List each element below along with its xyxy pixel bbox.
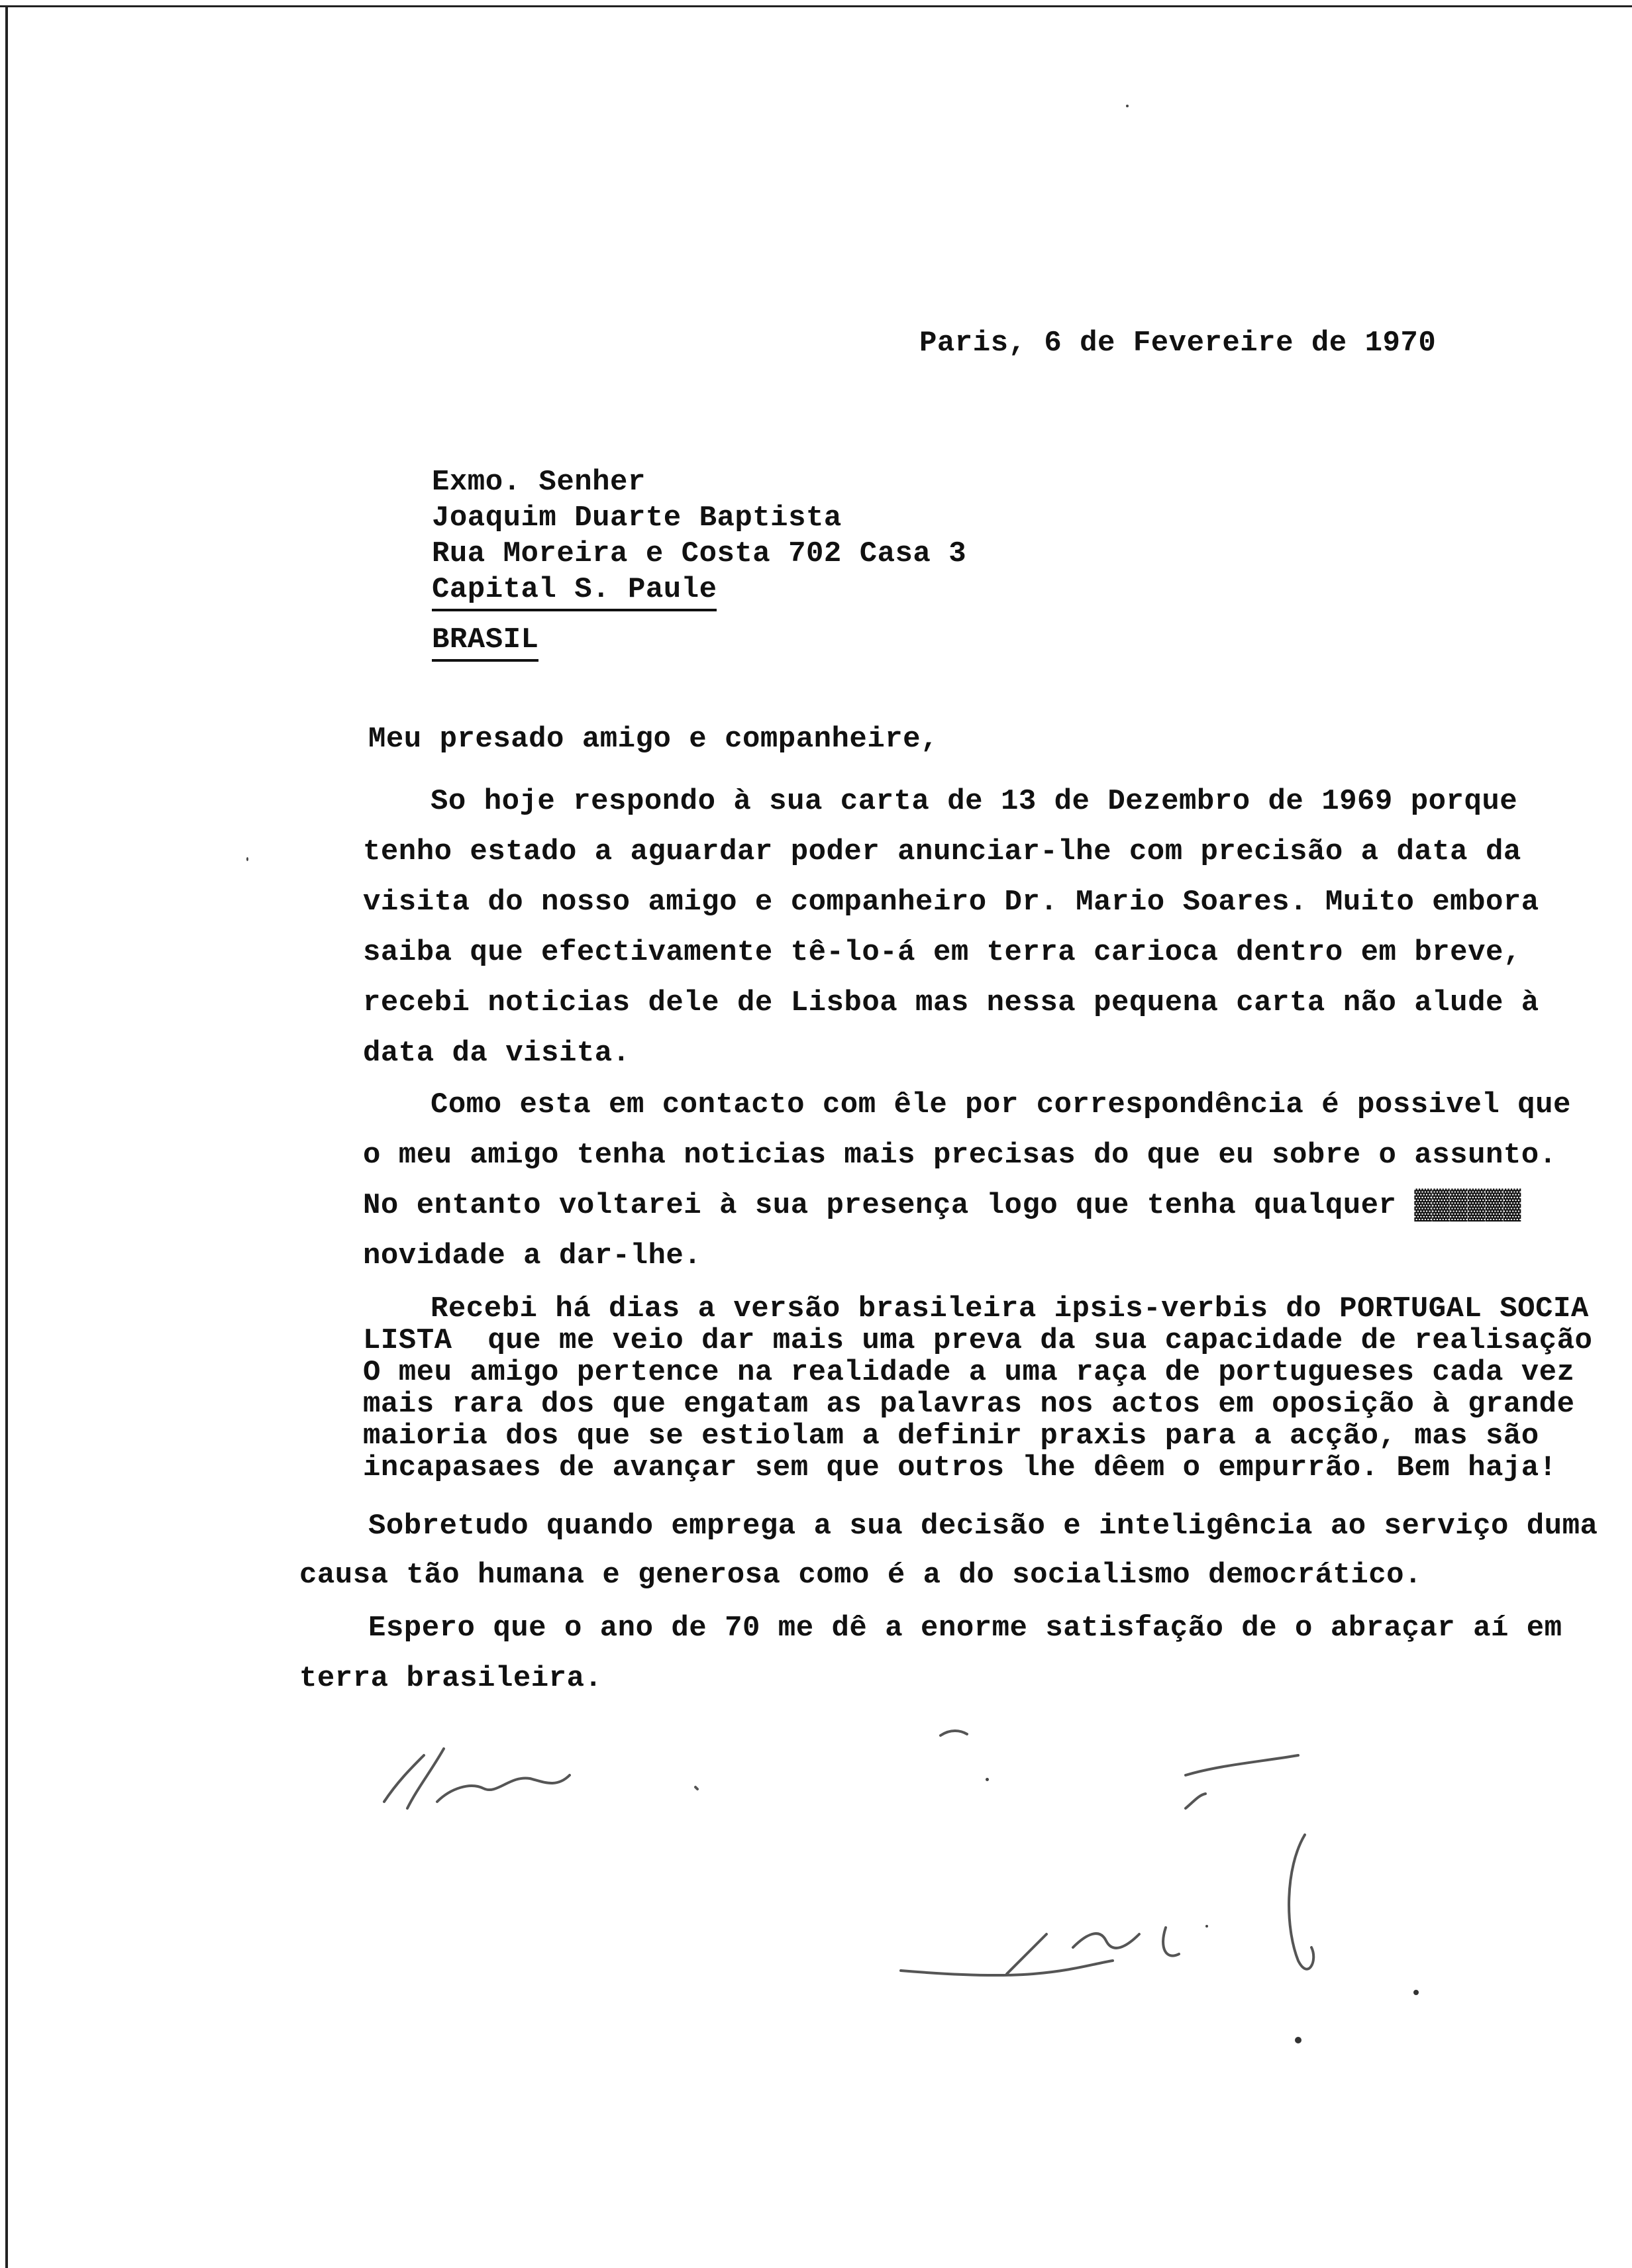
scan-border-top xyxy=(0,5,1632,7)
recipient-salutation-title: Exmo. Senher xyxy=(432,466,646,499)
signature-stroke xyxy=(1289,1835,1313,1969)
body-line: o meu amigo tenha noticias mais precisas do que eu sobre o assunto. xyxy=(363,1139,1557,1172)
body-line: Sobretudo quando emprega a sua decisão e inteligência ao serviço duma xyxy=(368,1510,1598,1543)
handwritten-signature xyxy=(344,1709,1470,2080)
scan-speck xyxy=(1126,105,1129,107)
scan-speck xyxy=(246,857,248,861)
body-line: novidade a dar-lhe. xyxy=(363,1239,702,1272)
recipient-country xyxy=(432,625,538,654)
body-line: incapasaes de avançar sem que outros lhe dêem o empurrão. Bem haja! xyxy=(363,1451,1557,1484)
closing-scribble-stroke xyxy=(384,1749,570,1808)
body-line: O meu amigo pertence na realidade a uma raça de portugueses cada vez xyxy=(363,1356,1575,1389)
body-line: visita do nosso amigo e companheiro Dr. Mario Soares. Muito embora xyxy=(363,886,1539,919)
body-line: Espero que o ano de 70 me dê a enorme satisfação de o abraçar aí em xyxy=(368,1612,1562,1645)
body-line: mais rara dos que engatam as palavras nos actos em oposição à grande xyxy=(363,1388,1575,1421)
body-line: LISTA que me veio dar mais uma preva da sua capacidade de realisação xyxy=(363,1324,1593,1357)
recipient-city-text: Capital S. Paule xyxy=(432,573,717,611)
signature-dot xyxy=(1413,1990,1419,1995)
scan-border-left xyxy=(5,5,8,2268)
body-line: data da visita. xyxy=(363,1037,631,1070)
recipient-country-text: BRASIL xyxy=(432,623,538,662)
body-line: recebi noticias dele de Lisboa mas nessa pequena carta não alude à xyxy=(363,986,1539,1019)
recipient-street: Rua Moreira e Costa 702 Casa 3 xyxy=(432,537,967,570)
date-line: Paris, 6 de Fevereire de 1970 xyxy=(919,327,1437,360)
recipient-city xyxy=(432,575,717,604)
signature-main-stroke xyxy=(901,1928,1179,1975)
body-line: No entanto voltarei à sua presença logo que tenha qualquer ▓▓▓▓▓▓ xyxy=(363,1189,1521,1222)
body-line: Recebi há dias a versão brasileira ipsis-verbis do PORTUGAL SOCIA xyxy=(431,1292,1589,1325)
recipient-name: Joaquim Duarte Baptista xyxy=(432,501,842,535)
signature-dot xyxy=(695,1787,697,1789)
body-line: saiba que efectivamente tê-lo-á em terra carioca dentro em breve, xyxy=(363,936,1521,969)
scan-speck xyxy=(986,1778,989,1781)
body-line: Como esta em contacto com êle por correspondência é possivel que xyxy=(431,1088,1571,1121)
body-line: So hoje respondo à sua carta de 13 de Dezembro de 1969 porque xyxy=(431,785,1518,818)
signature-stroke xyxy=(1186,1794,1205,1808)
body-line: causa tão humana e generosa como é a do socialismo democrático. xyxy=(299,1559,1422,1592)
signature-dot xyxy=(1295,2037,1301,2043)
body-line: tenho estado a aguardar poder anunciar-lhe com precisão a data da xyxy=(363,835,1521,868)
scan-speck xyxy=(1205,1925,1208,1928)
body-line: terra brasileira. xyxy=(299,1662,603,1695)
signature-stroke xyxy=(941,1731,967,1735)
signature-stroke xyxy=(1186,1755,1298,1775)
body-line: maioria dos que se estiolam a definir praxis para a acção, mas são xyxy=(363,1419,1539,1453)
salutation: Meu presado amigo e companheire, xyxy=(368,723,939,756)
